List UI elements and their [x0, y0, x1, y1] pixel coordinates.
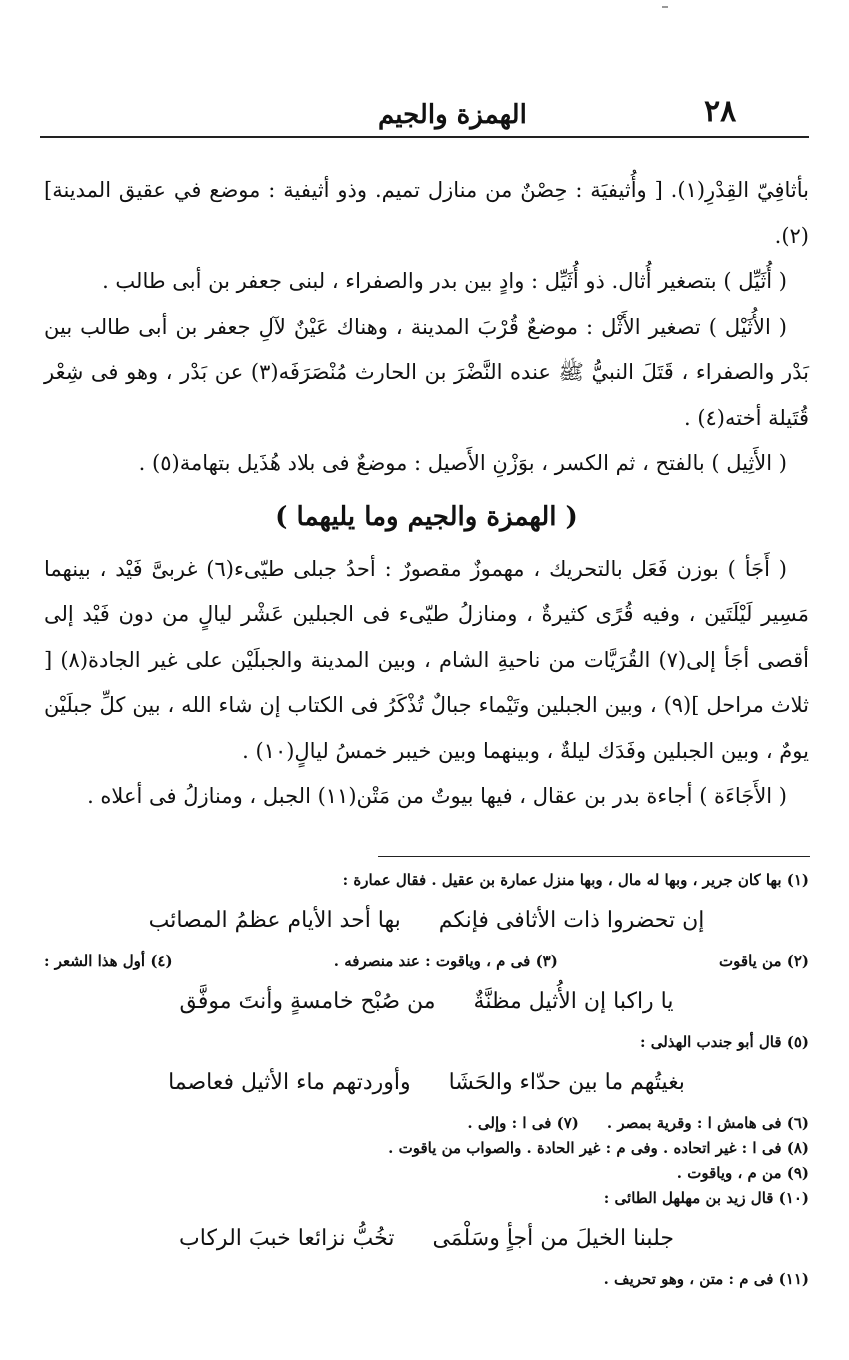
footnotes-6-8: [44, 1111, 809, 1136]
verse-1: [44, 893, 809, 949]
scan-speck: [662, 6, 668, 8]
paragraph-uthayyil: ( أُثَيِّل ) بتصغير أُثال. ذو أُثَيِّل : وادٍ بين بدر والصفراء ، لبنى جعفر بن أبى طالب .: [102, 269, 787, 293]
footnote-2: (٢) من ياقوت: [719, 952, 809, 970]
verse-4-first-hemistich: جلبنا الخيلَ من أجأٍ وسَلْمَى: [432, 1226, 674, 1251]
verse-1-second-hemistich: بها أحد الأيام عظمُ المصائب: [148, 908, 401, 933]
verse-4: [44, 1211, 809, 1267]
footnotes: [44, 868, 809, 1292]
verse-3-first-hemistich: بغيتُهم ما بين حدّاء والحَشَا: [448, 1070, 685, 1095]
paragraph-al-ajaa: ( الأَجَاءَة ) أجاءة بدر بن عقال ، فيها بيوتٌ من مَتْن(١١) الجبل ، ومنازلُ فى أعلاه .: [87, 784, 787, 808]
footnotes-2-4: [44, 949, 809, 974]
footnote-3: (٣) فى م ، وياقوت : عند منصرفه .: [333, 952, 558, 970]
main-text: [44, 168, 809, 820]
verse-2-second-hemistich: من صُبْح خامسةٍ وأنتَ موفَّق: [179, 989, 436, 1014]
footnote-8: (٨) فى ا : غير اتحاده . وفى م : غير الحادة . والصواب من ياقوت .: [388, 1139, 809, 1157]
footnote-4: (٤) أول هذا الشعر :: [44, 952, 173, 970]
verse-2: [44, 974, 809, 1030]
paragraph-aja: ( أَجَأ ) بوزن فَعَل بالتحريك ، مهموزٌ مقصورٌ : أحدُ جبلى طيّىء(٦) غربىَّ فَيْد ، بينهما مَسِير لَيْلَتَين ، وفيه قُرًى كثيرةٌ ، ومنازلُ طيّىء فى الجبلين عَشْر ليالٍ من دون فَيْد إلى أقصى أجَأ إلى(٧) القُرَيَّات من ناحيةِ الشام ، وبين المدينة والجبلَيْن على غير الجادة(٨) [ ثلاث مراحل ](٩) ، وبين الجبلين وتَيْماء جبالٌ تُذْكَرُ فى الكتاب إن شاء الله ، بين كلِّ جبلَيْن يومٌ ، وبين الجبلين وفَدَك ليلةٌ ، وبينهما وبين خيبر خمسُ ليالٍ(١٠) .: [44, 556, 810, 763]
footnote-1: (١) بها كان جرير ، وبها له مال ، وبها منزل عمارة بن عقيل . فقال عمارة :: [342, 871, 809, 889]
footnote-11: (١١) فى م : متن ، وهو تحريف .: [603, 1270, 809, 1288]
verse-4-second-hemistich: تخُبُّ نزائعا خببَ الركاب: [179, 1226, 395, 1251]
page-number: ٢٨: [704, 94, 737, 129]
footnote-divider: [378, 856, 810, 857]
verse-2-first-hemistich: يا راكبا إن الأُثيل مظنَّةٌ: [473, 989, 674, 1014]
footnote-6: (٦) فى هامش ا : وقرية بمصر .: [606, 1114, 809, 1132]
paragraph-al-athil: ( الأَثِيل ) بالفتح ، ثم الكسر ، بوَزْنِ الأَصيل : موضعٌ فى بلاد هُذَيل بتهامة(٥) .: [138, 451, 787, 475]
verse-3-second-hemistich: وأوردتهم ماء الأثيل فعاصما: [168, 1070, 411, 1095]
page-header: [40, 92, 809, 138]
verse-3: [44, 1055, 809, 1111]
section-heading: ( الهمزة والجيم وما يليهما ): [275, 501, 578, 532]
running-title: الهمزة والجيم: [378, 100, 527, 130]
footnote-7: (٧) فى ا : وإلى .: [467, 1114, 579, 1132]
paragraph-al-uthayl: ( الأُثَيْل ) تصغير الأَثْل : موضعٌ قُرْبَ المدينة ، وهناك عَيْنٌ لآلِ جعفر بن أبى طالب بين بَدْر والصفراء ، قَتَلَ النبيُّ ﷺ عنده النَّضْرَ بن الحارث مُنْصَرَفَه(٣) عن بَدْر ، وهو فى شِعْر قُتَيلة أخته(٤) .: [44, 314, 809, 430]
paragraph-athafi: بأثافِيّ القِدْرِ(١). [ وأُثيفيَة : حِصْنٌ من منازل تميم. وذو أثيفية : موضع في عقيق المدينة](٢).: [44, 178, 809, 248]
footnote-5: (٥) قال أبو جندب الهذلى :: [639, 1033, 809, 1051]
verse-1-first-hemistich: إن تحضروا ذات الأثافى فإنكم: [438, 908, 705, 933]
footnote-9: (٩) من م ، وياقوت .: [676, 1164, 809, 1182]
footnote-10: (١٠) قال زيد بن مهلهل الطائى :: [603, 1189, 809, 1207]
